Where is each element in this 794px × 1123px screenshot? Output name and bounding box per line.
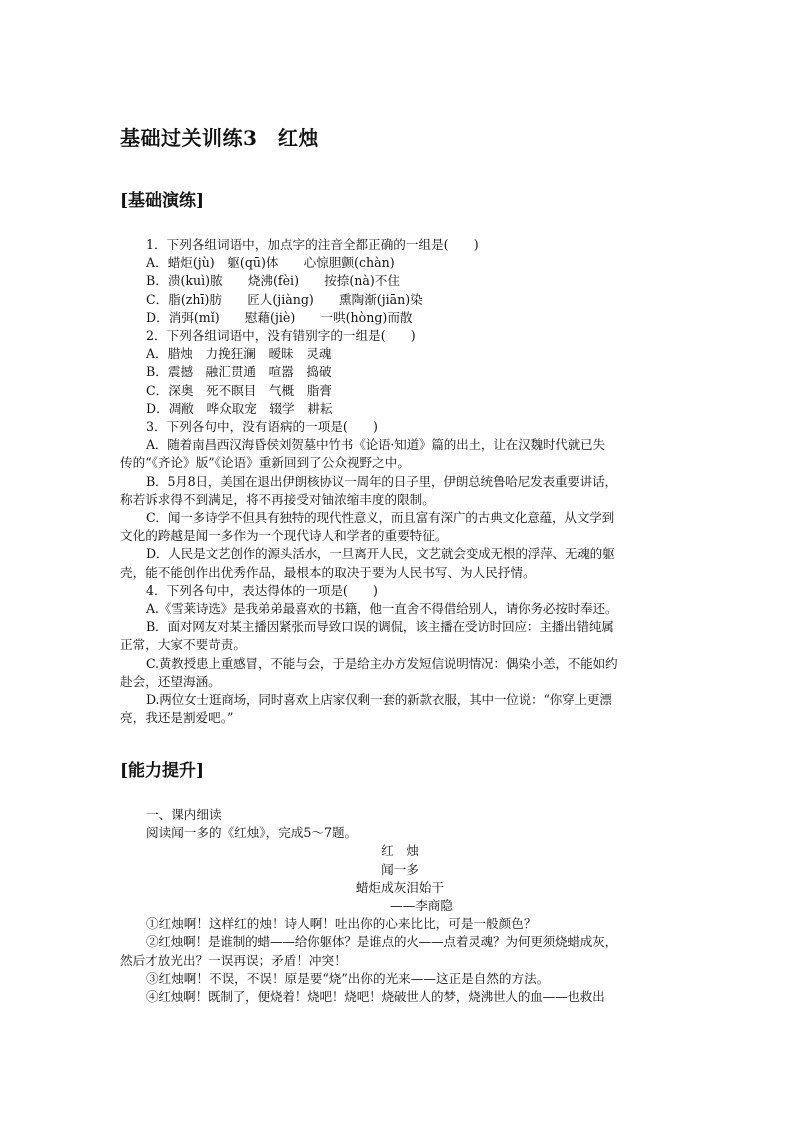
epigraph-source: ——李商隐 xyxy=(390,898,453,914)
question-4-option-c-line2: 赴会，还望海涵。 xyxy=(120,673,221,689)
question-2-option-d: D．凋敝 哗众取宠 辍学 耕耘 xyxy=(146,400,333,416)
question-4-option-d-line2: 亮，我还是割爱吧。” xyxy=(120,710,234,726)
question-2-option-c: C．深奥 死不瞑目 气概 脂膏 xyxy=(146,382,332,398)
section-heading-basic: [基础演练] xyxy=(120,191,205,211)
question-3-option-c-line1: C．闻一多诗学不但具有独特的现代性意义，而且富有深广的古典文化意蕴，从文学到 xyxy=(146,510,615,526)
poem-stanza-2-line2: 然后才放光出？一误再误；矛盾！冲突！ xyxy=(120,952,347,968)
question-2-stem: 2．下列各组词语中，没有错别字的一组是( ) xyxy=(146,328,416,344)
question-3-option-c-line2: 文化的跨越是闻一多作为一个现代诗人和学者的重要特征。 xyxy=(120,528,448,544)
reading-intro: 阅读闻一多的《红烛》，完成5～7题。 xyxy=(146,825,358,841)
question-1-option-d: D．消弭(mǐ) 慰藉(jiè) 一哄(hòng)而散 xyxy=(146,309,413,325)
question-3-option-a-line1: A．随着南昌西汉海昏侯刘贺墓中竹书《论语·知道》篇的出土，让在汉魏时代就已失 xyxy=(146,437,605,453)
basic-exercises xyxy=(120,236,680,727)
question-4-option-b-line1: B．面对网友对某主播因紧张而导致口误的调侃，该主播在受访时回应：主播出错纯属 xyxy=(146,619,614,635)
question-3-option-b-line2: 称若诉求得不到满足，将不再接受对铀浓缩丰度的限制。 xyxy=(120,491,435,507)
poem-stanza-3: ③红烛啊！不误，不误！原是要“烧”出你的光来——这正是自然的方法。 xyxy=(146,970,550,986)
poem-author: 闻一多 xyxy=(381,861,419,877)
question-3-stem: 3．下列各句中，没有语病的一项是( ) xyxy=(146,419,378,435)
question-1-stem: 1．下列各组词语中，加点字的注音全都正确的一组是( ) xyxy=(146,237,479,252)
poem-stanza-4: ④红烛啊！既制了，便烧着！烧吧！烧吧！烧破世人的梦，烧沸世人的血——也救出 xyxy=(146,989,605,1005)
question-2-option-a: A．腊烛 力挽狂澜 暧昧 灵魂 xyxy=(146,346,332,362)
reading-section xyxy=(120,806,680,1006)
question-3-option-b-line1: B．5月8日，美国在退出伊朗核协议一周年的日子里，伊朗总统鲁哈尼发表重要讲话， xyxy=(146,473,617,489)
section-heading-ability: [能力提升] xyxy=(120,761,205,781)
question-4-option-a: A.《雪莱诗选》是我弟弟最喜欢的书籍，他一直舍不得借给别人，请你务必按时奉还。 xyxy=(146,601,618,617)
poem-stanza-1: ①红烛啊！这样红的烛！诗人啊！吐出你的心来比比，可是一般颜色？ xyxy=(146,916,537,932)
question-2-option-b: B．震撼 融汇贯通 喧嚣 捣破 xyxy=(146,364,332,380)
question-3-option-d-line1: D．人民是文艺创作的源头活水，一旦离开人民，文艺就会变成无根的浮萍、无魂的躯 xyxy=(146,546,615,562)
question-1-option-c: C．脂(zhī)肪 匠人(jiàng) 熏陶渐(jiān)染 xyxy=(146,291,423,307)
question-1-option-b: B．溃(kuì)脓 烧沸(fèi) 按捺(nà)不住 xyxy=(146,273,400,289)
page-title: 基础过关训练3 红烛 xyxy=(120,126,319,150)
question-4-option-c-line1: C.黄教授患上重感冒，不能与会，于是给主办方发短信说明情况：偶染小恙，不能如约 xyxy=(146,655,618,671)
poem-title: 红 烛 xyxy=(381,843,419,859)
reading-heading: 一、课内细读 xyxy=(146,807,222,822)
poem-epigraph: 蜡炬成灰泪始干 xyxy=(355,879,445,895)
question-3-option-d-line2: 壳，能不能创作出优秀作品，最根本的取决于要为人民书写、为人民抒情。 xyxy=(120,564,536,580)
question-4-option-d-line1: D.两位女士逛商场，同时喜欢上店家仅剩一套的新款衣服，其中一位说：“你穿上更漂 xyxy=(146,692,612,708)
poem-stanza-2-line1: ②红烛啊！是谁制的蜡——给你躯体？是谁点的火——点着灵魂？为何更须烧蜡成灰， xyxy=(146,934,617,950)
question-4-stem: 4．下列各句中，表达得体的一项是( ) xyxy=(146,582,378,598)
question-4-option-b-line2: 正常，大家不要苛责。 xyxy=(120,637,246,653)
question-1-option-a: A．蜡炬(jù) 躯(qū)体 心惊胆颤(chàn) xyxy=(146,255,395,271)
question-3-option-a-line2: 传的“《齐论》版”《论语》重新回到了公众视野之中。 xyxy=(120,455,410,471)
